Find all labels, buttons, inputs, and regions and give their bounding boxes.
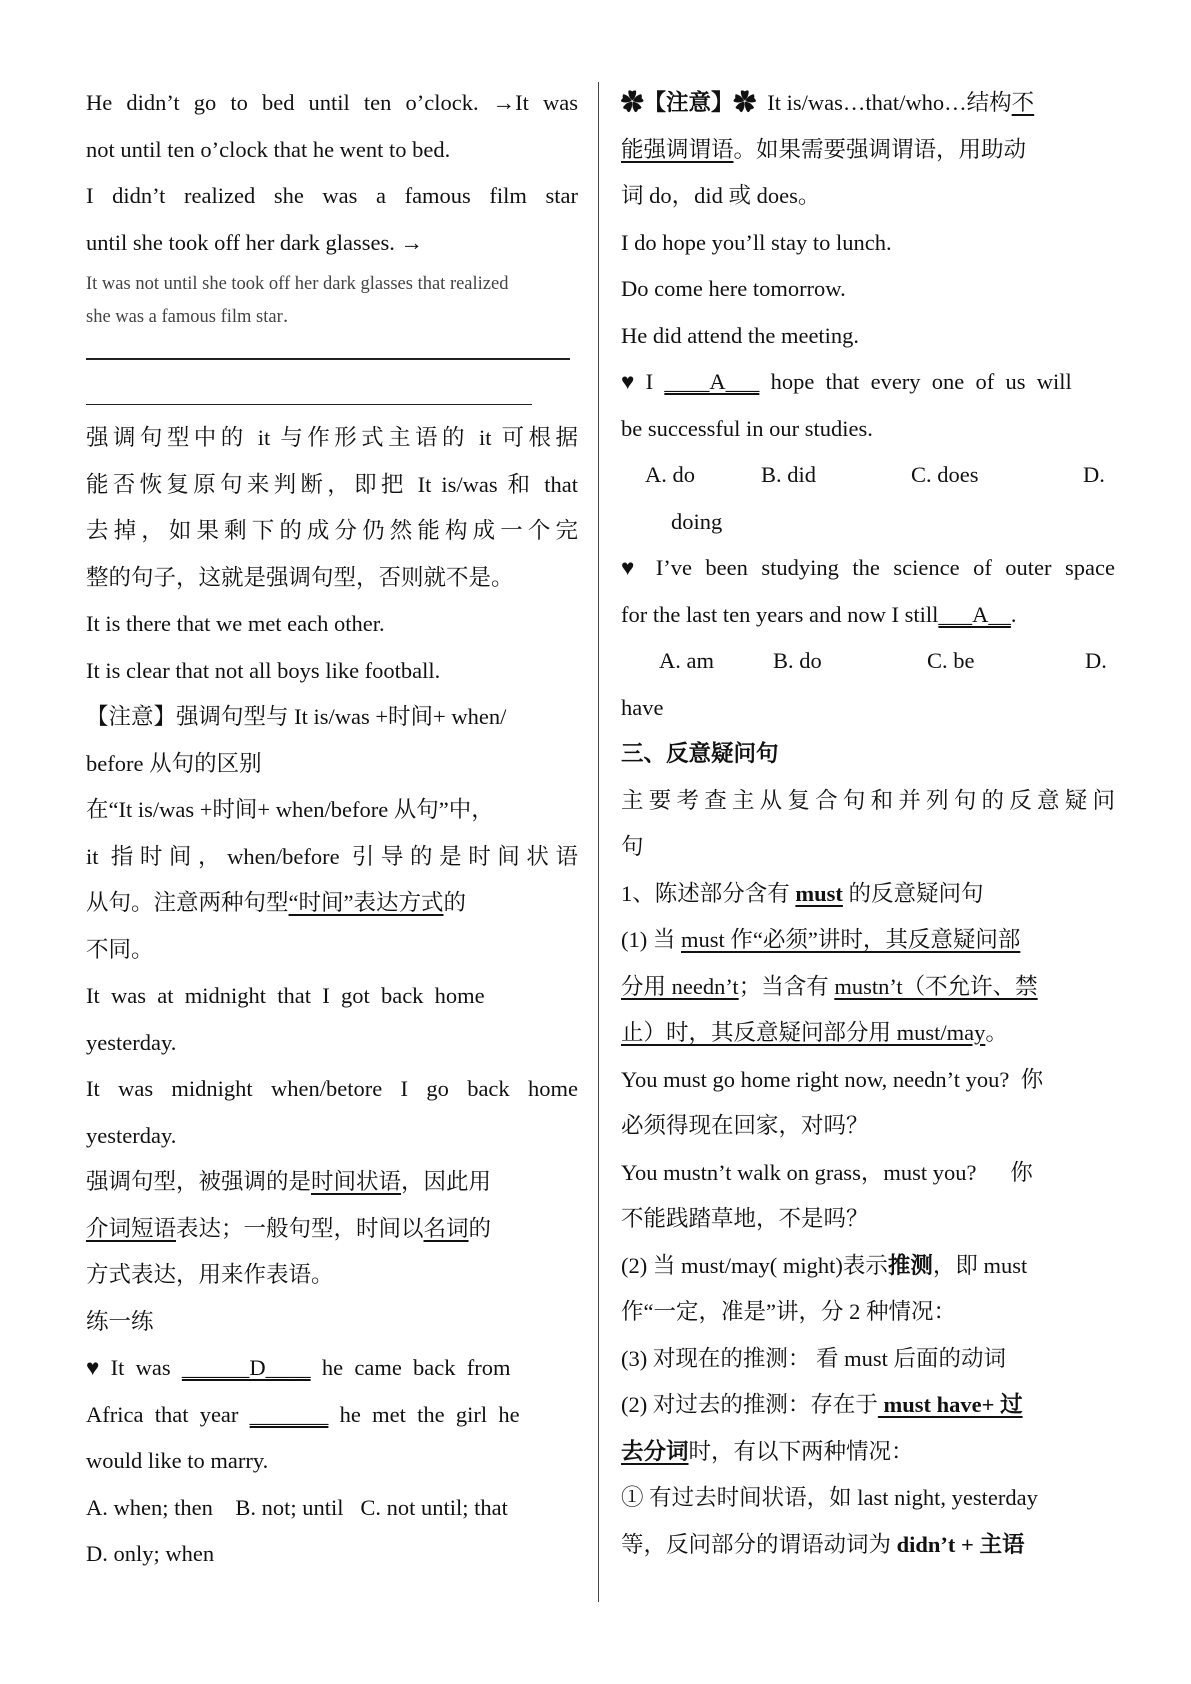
example-line: not until ten o’clock that he went to bed. (86, 136, 451, 162)
paragraph-line: 去掉，如果剩下的成分仍然能构成一个完 (86, 518, 578, 543)
paragraph-text: 等，反问部分的谓语动词为 (621, 1531, 897, 1557)
question-text: he came back from (310, 1355, 511, 1380)
answer-blank-line (86, 358, 570, 360)
underlined-term: must (795, 880, 843, 906)
paragraph-line (621, 1522, 1115, 1569)
explanation-text: 表达；一般句型，时间以 (176, 1215, 424, 1241)
question-text: Africa that year (86, 1401, 250, 1427)
underlined-term: 止）时，其反意疑问部分用 must/may (621, 1020, 986, 1045)
note-line: before 从句的区别 (86, 750, 262, 776)
question-text: hope that every one of us will (759, 369, 1072, 394)
paragraph-text: (2) 当 must/may( might)表示 (621, 1252, 888, 1278)
example-sentence: yesterday. (86, 1029, 177, 1055)
example-sentence: He did attend the meeting. (621, 322, 860, 348)
paragraph-line: 主要考查主从复合句和并列句的反意疑问 (621, 787, 1115, 813)
answer-options (621, 638, 1115, 685)
question-text: ♥ It was (86, 1355, 182, 1380)
paragraph-line (621, 964, 1115, 1011)
paragraph-line (621, 1010, 1115, 1057)
underlined-term: 不 (1011, 90, 1035, 115)
paragraph-line (621, 917, 1115, 964)
example-line: I didn’t realized she was a famous film star (86, 183, 578, 208)
option-a: A. do (645, 462, 695, 487)
question-line: ♥ I’ve been studying the science of outer space (621, 555, 1115, 580)
note-line (86, 880, 578, 927)
paragraph-line (621, 1382, 1115, 1429)
question-text: ♥ I (621, 369, 665, 394)
explanation-line (86, 1206, 578, 1253)
answer-blank-line (86, 404, 532, 406)
paragraph-line: ① 有过去时间状语，如 last night, yesterday (621, 1485, 1038, 1510)
example-sentence: It is clear that not all boys like football. (86, 657, 441, 683)
bold-term: 推测 (887, 1252, 933, 1278)
underlined-term: 能强调谓语 (621, 136, 734, 162)
option-b: B. do (773, 648, 822, 673)
paragraph-line: 强调句型中的 it 与作形式主语的 it 可根据 (86, 425, 578, 450)
question-line: would like to marry. (86, 1448, 269, 1473)
example-sentence: Do come here tomorrow. (621, 276, 846, 301)
right-column (621, 80, 1115, 1568)
example-line: He didn’t go to bed until ten o’clock. →It was (86, 90, 578, 115)
paragraph-text: 时，有以下两种情况： (688, 1438, 914, 1464)
paragraph-line (621, 1429, 1115, 1476)
note-text: It is/was…that/who…结构 (756, 90, 1012, 115)
underlined-term: 时间状语 (311, 1169, 402, 1194)
example-sentence: It is there that we met each other. (86, 611, 385, 636)
question-text: he met the girl he (328, 1401, 520, 1427)
option-continuation: doing (671, 508, 723, 534)
explanation-text: ，因此用 (401, 1169, 492, 1194)
column-divider (598, 82, 599, 1602)
note-line: 词 do，did 或 does。 (621, 183, 821, 208)
underlined-term: mustn’t（不允许、禁 (834, 973, 1038, 999)
answer-line: It was not until she took off her dark glasses that realized (86, 274, 509, 294)
question-line: be successful in our studies. (621, 415, 873, 441)
example-sentence: It was at midnight that I got back home (86, 983, 485, 1008)
example-sentence: 不能践踏草地，不是吗？ (621, 1206, 869, 1231)
question-line (86, 1345, 578, 1392)
note-line (621, 80, 1115, 127)
answer-blank: ___A__ (938, 601, 1011, 627)
bold-term: didn’t + 主语 (896, 1531, 1025, 1557)
answer-line: she was a famous film star． (86, 307, 302, 327)
paragraph-line: 整的句子，这就是强调句型，否则就不是。 (86, 564, 514, 590)
paragraph-line: 能否恢复原句来判断，即把 It is/was 和 that (86, 471, 578, 497)
paragraph-line: 作“一定，准是”讲，分 2 种情况： (621, 1299, 956, 1324)
paragraph-text: ，即 must (932, 1252, 1028, 1278)
note-text: 的 (443, 890, 467, 915)
handwritten-answer (86, 268, 578, 334)
explanation-line (86, 1159, 578, 1206)
question-text: . (1010, 601, 1017, 627)
underlined-term: 介词短语 (86, 1215, 177, 1241)
note-label: ✿【注意】✿ (621, 90, 757, 115)
option-d: D. (1083, 462, 1105, 487)
example-sentence: 必须得现在回家，对吗？ (621, 1113, 869, 1138)
explanation-text: 强调句型，被强调的是 (86, 1169, 312, 1194)
section-heading: 三、反意疑问句 (621, 741, 779, 766)
explanation-text: 的 (468, 1215, 492, 1241)
option-a: A. am (659, 648, 714, 673)
example-sentence: It was midnight when/betore I go back home (86, 1076, 578, 1101)
explanation-line: 方式表达，用来作表语。 (86, 1262, 334, 1287)
paragraph-text: (1) 当 (621, 927, 681, 952)
example-line: until she took off her dark glasses. → (86, 229, 424, 255)
question-text: for the last ten years and now I still (621, 601, 939, 627)
example-sentence: You mustn’t walk on grass，must you? 你 (621, 1159, 1033, 1185)
paragraph-line (621, 871, 1115, 918)
paragraph-line: (3) 对现在的推测： 看 must 后面的动词 (621, 1345, 1006, 1371)
answer-options: D. only; when (86, 1541, 215, 1566)
option-d: D. (1085, 648, 1107, 673)
note-line: 不同。 (86, 936, 154, 962)
paragraph-text: ；当含有 (738, 973, 835, 999)
note-text: 。如果需要强调谓语，用助动 (733, 136, 1027, 162)
question-line (621, 359, 1115, 406)
practice-heading: 练一练 (86, 1308, 154, 1334)
option-c: C. be (927, 648, 975, 673)
answer-options: A. when; then B. not; until C. not until; that (86, 1494, 508, 1520)
underlined-term: must 作“必须”讲时，其反意疑问部 (681, 927, 1021, 952)
underlined-term: must have+ 过 (877, 1392, 1023, 1417)
example-sentence: yesterday. (86, 1122, 177, 1148)
underlined-term: 名词 (423, 1215, 469, 1241)
paragraph-line: 句 (621, 834, 644, 859)
note-line: 【注意】强调句型与 It is/was +时间+ when/ (86, 704, 507, 729)
left-column (86, 80, 578, 1578)
paragraph-text: 的反意疑问句 (842, 880, 984, 906)
question-line (621, 592, 1115, 639)
example-sentence: I do hope you’ll stay to lunch. (621, 229, 892, 255)
underlined-term: 分用 needn’t (621, 973, 739, 999)
paragraph-text: (2) 对过去的推测：存在于 (621, 1392, 878, 1417)
note-line: 在“It is/was +时间+ when/before 从句”中， (86, 797, 494, 822)
option-b: B. did (761, 462, 817, 487)
note-line: it 指时间，when/before 引导的是时间状语 (86, 843, 578, 869)
example-sentence: You must go home right now, needn’t you? 你 (621, 1066, 1044, 1092)
answer-blank: ______D____ (181, 1355, 311, 1380)
note-line (621, 127, 1115, 174)
note-text: 从句。注意两种句型 (86, 890, 289, 915)
option-continuation: have (621, 694, 664, 720)
underlined-term: 去分词 (621, 1438, 689, 1464)
answer-options (621, 452, 1115, 499)
question-line (86, 1392, 578, 1439)
answer-blank: ____A___ (664, 369, 760, 394)
underlined-term: “时间”表达方式 (288, 890, 444, 915)
option-c: C. does (911, 462, 979, 487)
paragraph-text: 1、陈述部分含有 (621, 880, 796, 906)
paragraph-line (621, 1243, 1115, 1290)
answer-blank: _______ (249, 1401, 329, 1427)
paragraph-text: 。 (985, 1020, 1008, 1045)
